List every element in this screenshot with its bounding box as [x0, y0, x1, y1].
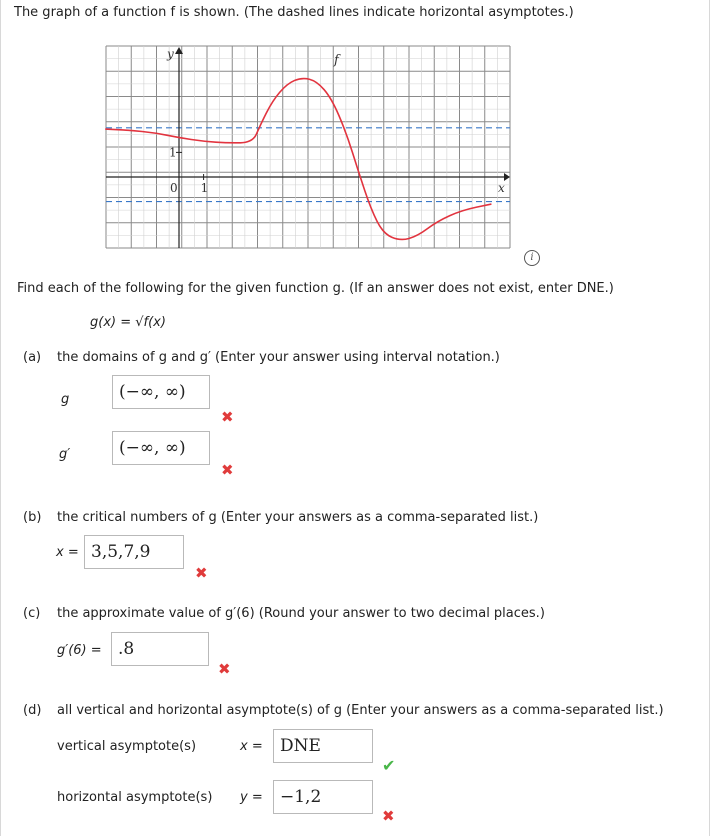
part-c-incorrect-icon: ✖ — [218, 660, 231, 678]
part-d-prompt: all vertical and horizontal asymptote(s) of g (Enter your answers as a comma-separated list.) — [57, 703, 664, 718]
vertical-correct-icon: ✔ — [382, 756, 396, 775]
part-a-gprime-label: g′ — [59, 447, 71, 462]
origin-label: 0 — [170, 181, 178, 195]
function-curve — [105, 79, 491, 240]
x-axis-label: x — [498, 181, 505, 195]
x-tick-label: 1 — [200, 181, 209, 195]
part-a-label: (a) — [23, 350, 42, 365]
x-axis-arrow — [504, 173, 510, 181]
horizontal-asymptote-field[interactable]: −1,2 — [273, 780, 373, 814]
horizontal-y-label: y = — [240, 790, 263, 805]
part-d-label: (d) — [23, 703, 42, 718]
horizontal-asymptote-label: horizontal asymptote(s) — [57, 790, 213, 805]
y-tick-label: 1 — [169, 145, 177, 160]
y-axis-label: y — [167, 47, 174, 61]
vertical-x-label: x = — [240, 739, 263, 754]
vertical-asymptote-field[interactable]: DNE — [273, 729, 373, 763]
graph-grid — [106, 46, 510, 248]
part-b-label: (b) — [23, 510, 42, 525]
critical-numbers-field[interactable]: 3,5,7,9 — [84, 535, 184, 569]
intro-text: The graph of a function f is shown. (The dashed lines indicate horizontal asymptotes.) — [14, 5, 574, 20]
g-definition: g(x) = √f(x) — [90, 315, 166, 330]
part-a-gprime-incorrect-icon: ✖ — [221, 461, 234, 479]
function-label: f — [333, 52, 339, 68]
part-c-prompt: the approximate value of g′(6) (Round your answer to two decimal places.) — [57, 606, 545, 621]
part-a-gprime-domain-field[interactable]: (−∞, ∞) — [112, 431, 210, 465]
part-c-gprime6-label: g′(6) = — [57, 643, 102, 658]
function-graph — [104, 44, 512, 250]
part-c-label: (c) — [23, 606, 41, 621]
horizontal-incorrect-icon: ✖ — [382, 807, 395, 825]
part-a-prompt: the domains of g and g′ (Enter your answer using interval notation.) — [57, 350, 500, 365]
info-icon[interactable]: i — [524, 250, 540, 266]
part-a-g-domain-field[interactable]: (−∞, ∞) — [112, 375, 210, 409]
instructions-text: Find each of the following for the given function g. (If an answer does not exist, enter DNE.) — [17, 281, 614, 296]
part-a-g-incorrect-icon: ✖ — [221, 408, 234, 426]
part-b-prompt: the critical numbers of g (Enter your answers as a comma-separated list.) — [57, 510, 539, 525]
part-b-x-label: x = — [56, 545, 79, 560]
part-a-g-label: g — [61, 392, 70, 407]
gprime6-field[interactable]: .8 — [111, 632, 209, 666]
vertical-asymptote-label: vertical asymptote(s) — [57, 739, 197, 754]
part-b-incorrect-icon: ✖ — [195, 564, 208, 582]
